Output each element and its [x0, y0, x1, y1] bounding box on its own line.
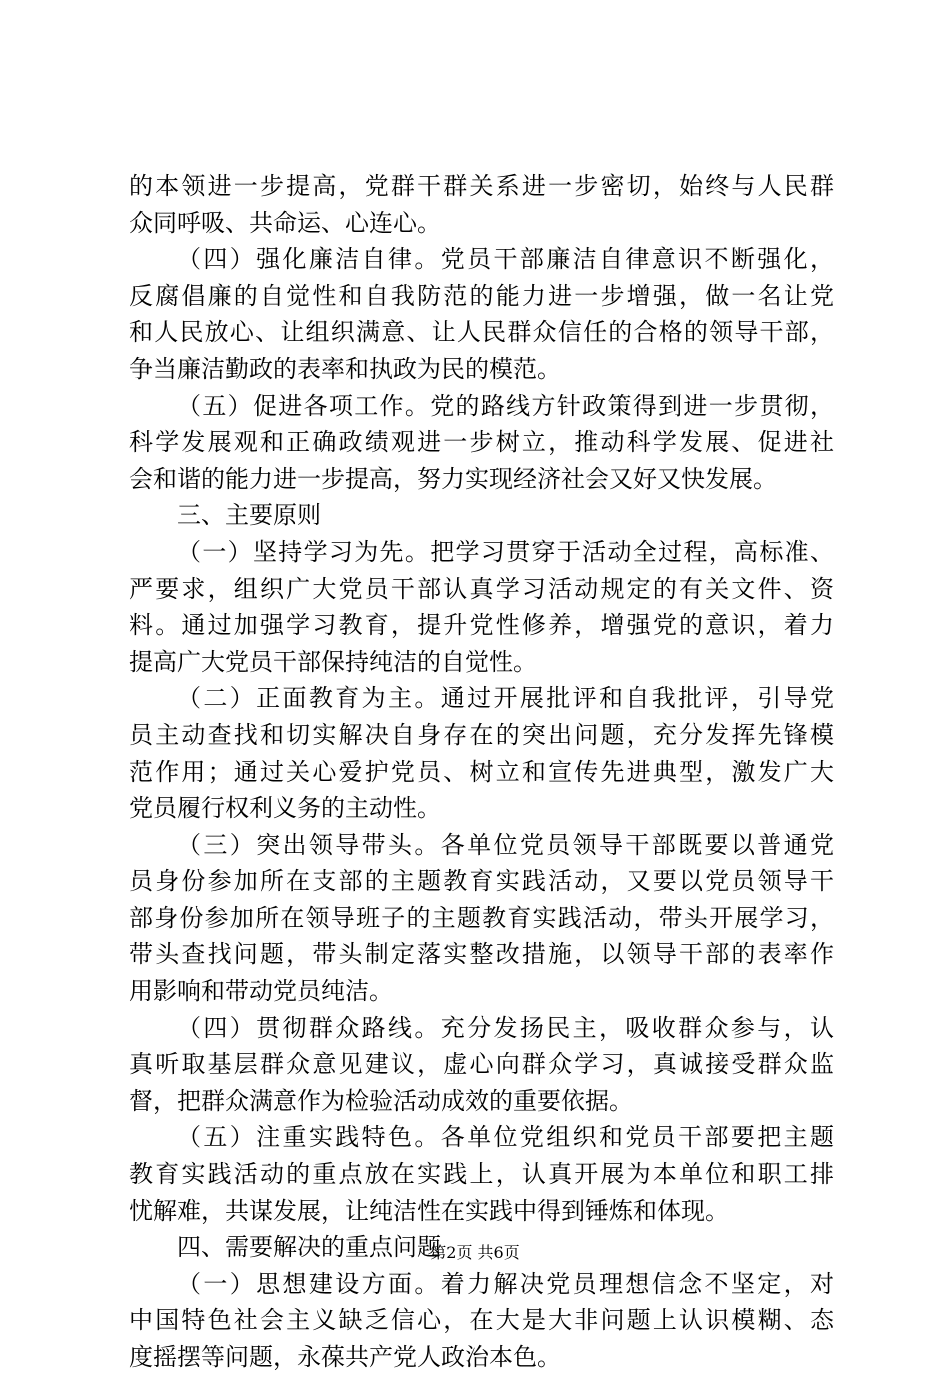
text-line: （三）突出领导带头。各单位党员领导干部既要以普通党 [177, 830, 834, 859]
text-line: 范作用；通过关心爱护党员、树立和宣传先进典型，激发广大 [129, 757, 834, 786]
text-line: 四、需要解决的重点问题 [177, 1233, 441, 1262]
text-line: （一）坚持学习为先。把学习贯穿于活动全过程，高标准、 [177, 537, 834, 566]
text-line: （二）正面教育为主。通过开展批评和自我批评，引导党 [177, 684, 834, 713]
text-line: 反腐倡廉的自觉性和自我防范的能力进一步增强，做一名让党 [129, 281, 834, 310]
document-body [129, 168, 834, 1376]
text-line: 忧解难，共谋发展，让纯洁性在实践中得到锤炼和体现。 [129, 1196, 729, 1225]
text-line: 员主动查找和切实解决自身存在的突出问题，充分发挥先锋模 [129, 720, 834, 749]
page-footer: 第2页 共6页 [430, 1243, 520, 1262]
text-line: 员身份参加所在支部的主题教育实践活动，又要以党员领导干 [129, 867, 834, 896]
text-line: （一）思想建设方面。着力解决党员理想信念不坚定，对 [177, 1269, 834, 1298]
text-line: 的本领进一步提高，党群干群关系进一步密切，始终与人民群 [129, 172, 834, 200]
text-line: 料。通过加强学习教育，提升党性修养，增强党的意识，着力 [129, 611, 834, 640]
text-line: （五）注重实践特色。各单位党组织和党员干部要把主题 [177, 1123, 834, 1152]
text-line: 中国特色社会主义缺乏信心，在大是大非问题上认识模糊、态 [129, 1306, 834, 1335]
text-line: （四）强化廉洁自律。党员干部廉洁自律意识不断强化， [177, 245, 834, 274]
text-line: 科学发展观和正确政绩观进一步树立，推动科学发展、促进社 [129, 428, 834, 457]
text-line: 带头查找问题，带头制定落实整改措施，以领导干部的表率作 [129, 940, 834, 969]
text-line: 教育实践活动的重点放在实践上，认真开展为本单位和职工排 [129, 1160, 834, 1189]
text-line: 严要求，组织广大党员干部认真学习活动规定的有关文件、资 [129, 574, 834, 603]
text-line: 会和谐的能力进一步提高，努力实现经济社会又好又快发展。 [129, 464, 777, 493]
text-line: 争当廉洁勤政的表率和执政为民的模范。 [129, 354, 561, 383]
text-line: 督，把群众满意作为检验活动成效的重要依据。 [129, 1086, 633, 1115]
text-line: 用影响和带动党员纯洁。 [129, 977, 393, 1006]
text-line: 提高广大党员干部保持纯洁的自觉性。 [129, 647, 537, 676]
text-line: （五）促进各项工作。党的路线方针政策得到进一步贯彻， [177, 391, 834, 420]
text-line: 度摇摆等问题，永葆共产党人政治本色。 [129, 1343, 561, 1371]
text-line: 三、主要原则 [177, 501, 321, 530]
text-line: 真听取基层群众意见建议，虚心向群众学习，真诚接受群众监 [129, 1050, 834, 1079]
text-line: 众同呼吸、共命运、心连心。 [129, 208, 441, 237]
text-line: 部身份参加所在领导班子的主题教育实践活动，带头开展学习， [129, 903, 834, 932]
text-line: （四）贯彻群众路线。充分发扬民主，吸收群众参与，认 [177, 1013, 834, 1042]
text-line: 和人民放心、让组织满意、让人民群众信任的合格的领导干部， [129, 318, 834, 347]
text-line: 党员履行权利义务的主动性。 [129, 794, 441, 823]
